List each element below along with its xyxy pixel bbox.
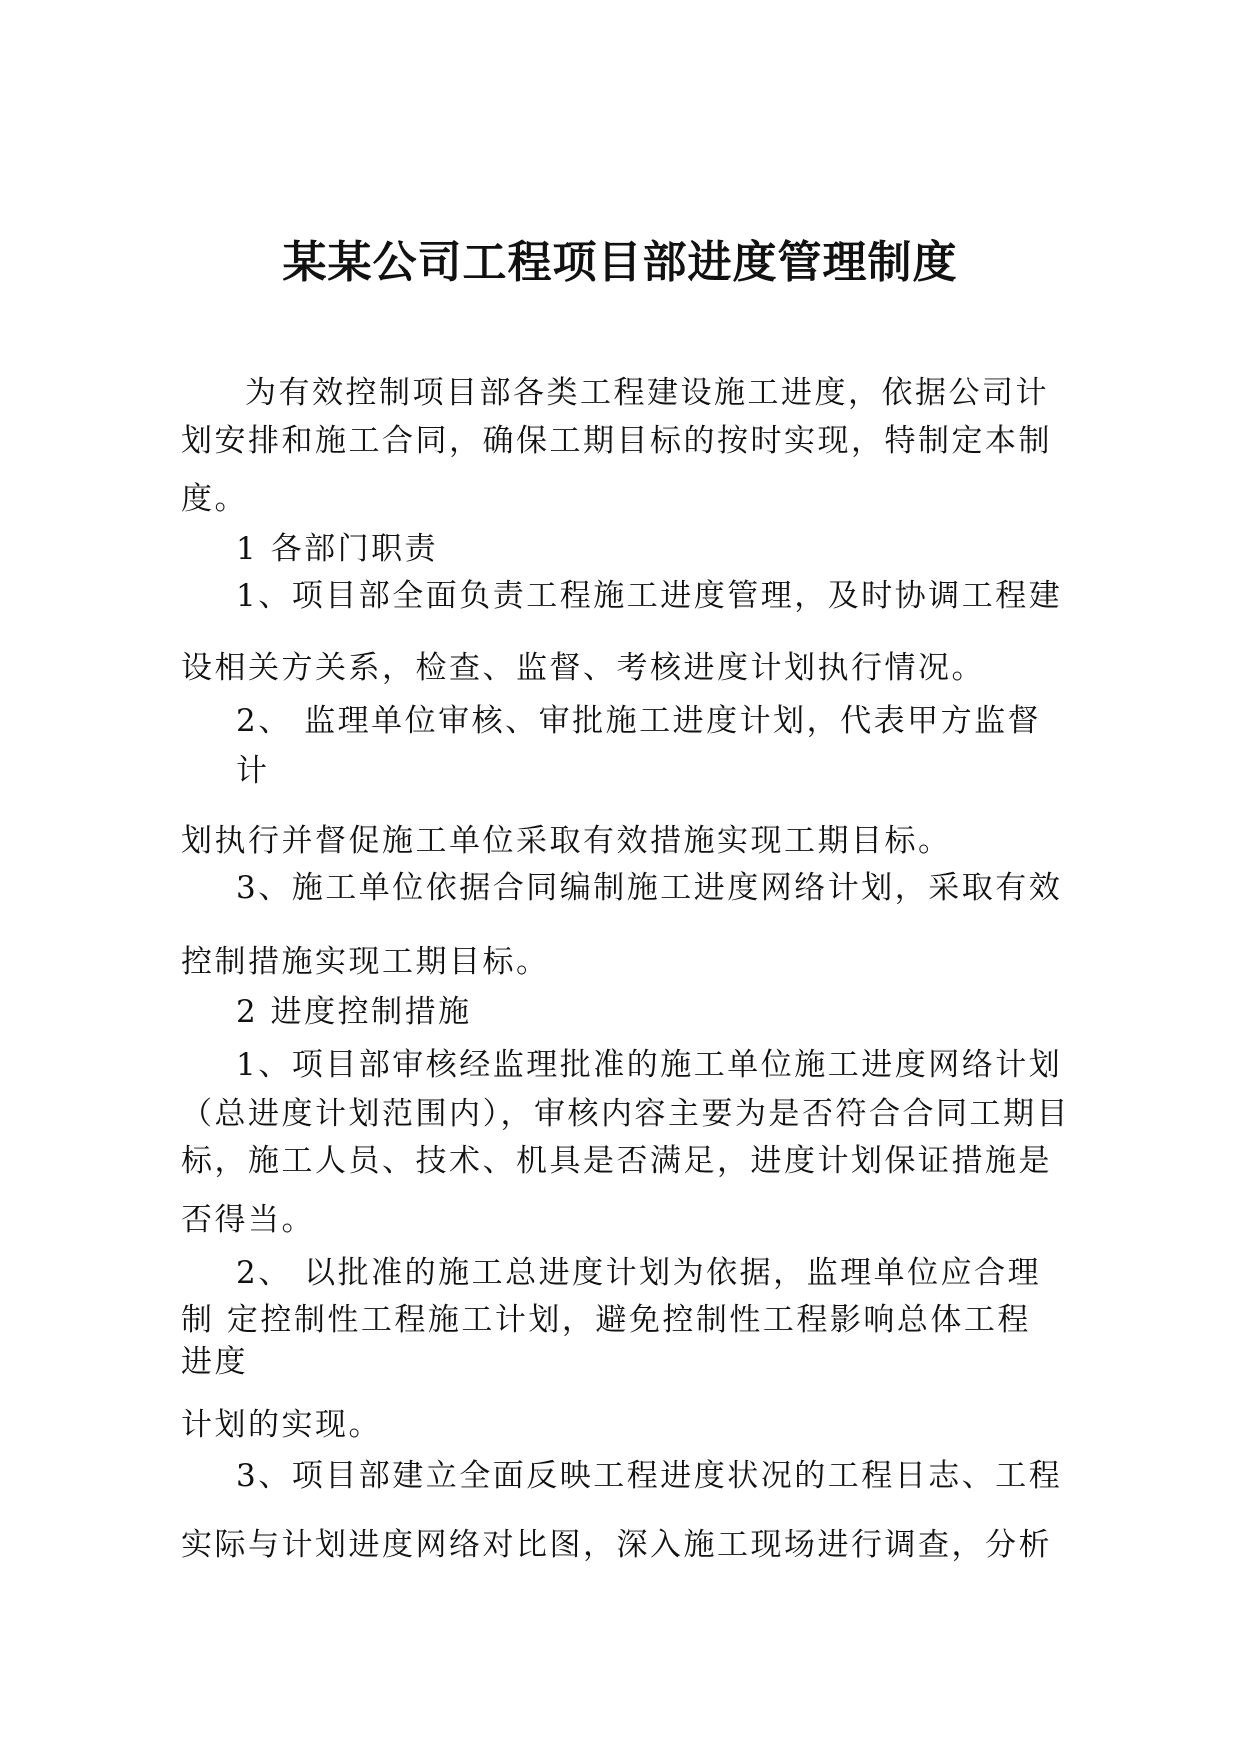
paragraph-line: 进度 (181, 1344, 248, 1380)
document-title: 某某公司工程项目部进度管理制度 (282, 237, 958, 288)
paragraph-line: 划执行并督促施工单位采取有效措施实现工期目标。 (181, 823, 952, 859)
section-heading: 1 各部门职责 (236, 531, 439, 567)
paragraph-line: 计划的实现。 (181, 1407, 382, 1443)
paragraph-line: 2、 以批准的施工总进度计划为依据，监理单位应合理 (236, 1255, 1042, 1291)
paragraph-line: 制 定控制性工程施工计划，避免控制性工程影响总体工程 (181, 1302, 1031, 1338)
paragraph-line: 标，施工人员、技术、机具是否满足，进度计划保证措施是 (181, 1143, 1052, 1179)
paragraph-line: 实际与计划进度网络对比图，深入施工现场进行调查，分析 (181, 1527, 1052, 1563)
paragraph-line: 为有效控制项目部各类工程建设施工进度，依据公司计 (245, 375, 1049, 411)
paragraph-line: 否得当。 (181, 1202, 315, 1238)
paragraph-line: 2、 监理单位审核、审批施工进度计划，代表甲方监督 (236, 703, 1042, 739)
paragraph-line: 3、项目部建立全面反映工程进度状况的工程日志、工程 (236, 1458, 1063, 1494)
paragraph-line: 度。 (181, 481, 248, 517)
paragraph-line: 划安排和施工合同，确保工期目标的按时实现，特制定本制 (181, 423, 1052, 459)
section-heading: 2 进度控制措施 (236, 994, 472, 1030)
paragraph-line: （总进度计划范围内），审核内容主要为是否符合合同工期目 (181, 1096, 1070, 1132)
paragraph-line: 1、项目部全面负责工程施工进度管理，及时协调工程建 (236, 578, 1063, 614)
paragraph-line: 控制措施实现工期目标。 (181, 944, 550, 980)
paragraph-line: 1、项目部审核经监理批准的施工单位施工进度网络计划 (236, 1047, 1063, 1083)
paragraph-line: 3、施工单位依据合同编制施工进度网络计划，采取有效 (236, 870, 1063, 906)
paragraph-line: 计 (236, 753, 270, 789)
paragraph-line: 设相关方关系，检查、监督、考核进度计划执行情况。 (181, 650, 985, 686)
